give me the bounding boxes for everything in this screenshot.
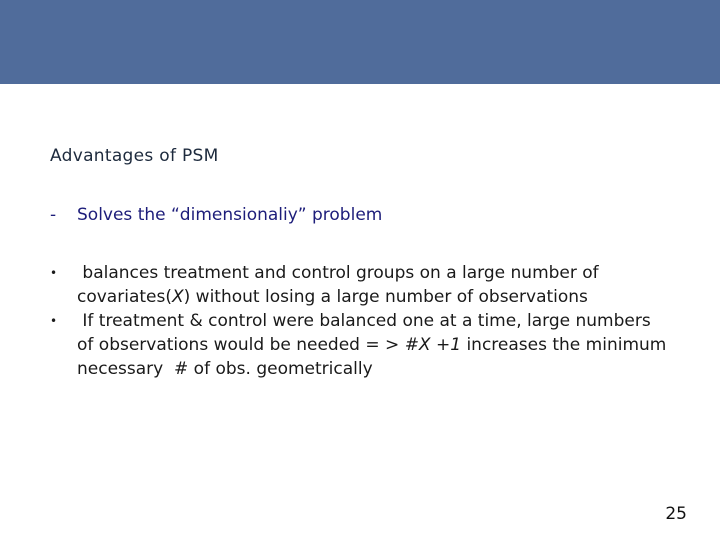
bullet-text bbox=[77, 309, 670, 381]
bullet-dot-icon: • bbox=[50, 266, 58, 280]
bullet-list bbox=[50, 261, 670, 381]
bullet-item-1 bbox=[50, 261, 670, 309]
page-number: 25 bbox=[665, 504, 687, 524]
bullet-text-italic: #X +1 bbox=[404, 335, 462, 355]
bullet-text-part: ) without losing a large number of observations bbox=[183, 287, 588, 307]
bullet-text bbox=[77, 261, 670, 309]
dash-item-text: Solves the “dimensionaliy” problem bbox=[77, 205, 383, 225]
slide-heading: Advantages of PSM bbox=[50, 146, 219, 166]
bullet-text-part: increases the minimum necessary # of obs. geometrically bbox=[77, 335, 672, 379]
dash-marker: - bbox=[50, 205, 57, 225]
bullet-item-2 bbox=[50, 309, 670, 381]
bullet-text-italic: X bbox=[171, 287, 184, 307]
bullet-text-part: If treatment & control were balanced one at a time, large numbers of observations would be needed = > bbox=[77, 311, 657, 355]
bullet-text-part: balances treatment and control groups on a large number of covariates( bbox=[77, 263, 605, 307]
header-band bbox=[0, 0, 720, 84]
bullet-dot-icon: • bbox=[50, 314, 58, 328]
